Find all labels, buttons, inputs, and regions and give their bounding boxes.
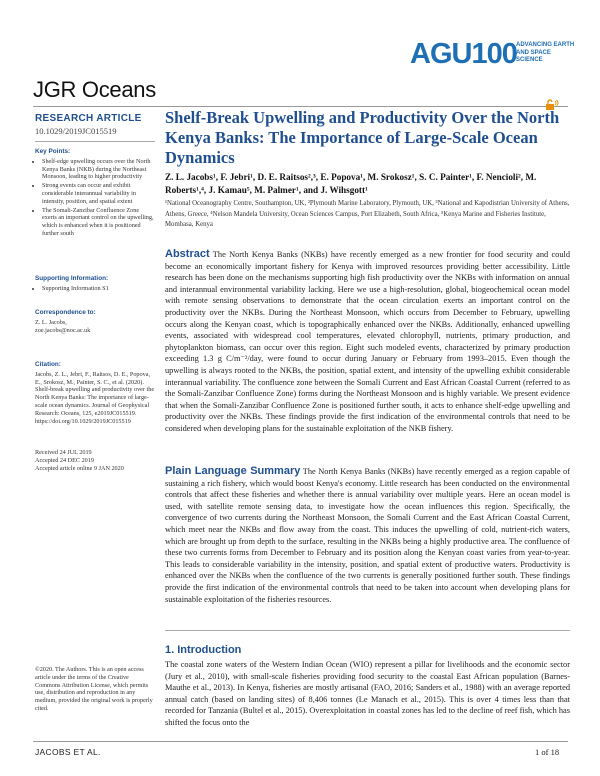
article-dates — [35, 449, 155, 472]
footer-rule — [33, 741, 568, 742]
supporting-link[interactable]: • Supporting Information S1 — [42, 285, 155, 293]
supporting-heading: Supporting Information: — [35, 275, 109, 282]
copyright-notice: ©2020. The Authors. This is an open access article under the terms of the Creative Commons Attribution License, which permits use, distribution and reproduction in any medium, provided the original work is properly cited. — [35, 666, 153, 712]
date-received: Received 24 JUL 2019 — [35, 449, 92, 456]
key-point: • Shelf-edge upwelling occurs over the North Kenya Banks (NKB) during the Northeast Monsoon, leading to higher productivity — [42, 158, 155, 181]
abstract-text: The North Kenya Banks (NKBs) have recently emerged as a new frontier for food security and could become an economically important fishery for Kenya with improved resources providing better accessibility. Little research has been done on the mechanisms supporting high fish productivity over the NKBs with information on annual and interannual environmental variability lacking. Here we use a high-resolution, global, biogeochemical ocean model with remote sensing observations to demonstrate that the ocean circulation exerts an important control on the productivity over the NKBs. During the Northeast Monsoon, which occurs from December to February, upwelling occurs along the Kenyan coast, which is topographically enhanced over the NKBs. Additionally, enhanced upwelling events, associated with widespread cool temperatures, elevated chlorophyll, nutrients, primary production, and phytoplankton biomass, can occur over this region. Eight such modeled events, characterized by primary production exceeding 1.3 g C/m⁻²/day, were found to occur during January or February from 1993–2015. Even though the upwelling is always rooted to the NKBs, the position, spatial extent, and intensity of the upwelling exhibit considerable interannual variability. The confluence zone between the Somali Current and East African Coastal Current (referred to as the Somali-Zanzibar Confluence Zone) forms during the Northeast Monsoon and is highly variable. We present evidence that when the Somali-Zanzibar Confluence Zone is positioned further south, it acts to enhance shelf-edge upwelling and productivity over the NKBs. These findings provide the first indication of the environmental controls that need to be considered when developing plans for the sustainable exploitation of the NKB fishery. — [165, 250, 571, 433]
date-online: Accepted article online 9 JAN 2020 — [35, 464, 124, 472]
intro-text: The coastal zone waters of the Western Indian Ocean (WIO) represent a pillar for livelihoods and the economic sector (Jury et al., 2010), with small-scale fisheries providing food security to the coastal East African population (Barnes-Mauthe et al., 2013). In Kenya, fisheries are mostly artisanal (FAO, 2016; Sanders et al., 1988) with an average reported annual catch (based on landing sites) of 8,406 tonnes (Le Manach et al., 2015). This is over 4 times less than that recorded for Tanzania (Bultel et al., 2015). Overexploitation in coastal zones has led to the decline of reef fish, which has shifted the focus onto the — [165, 660, 570, 727]
pls-heading: Plain Language Summary — [165, 465, 301, 477]
journal-name: JGR Oceans — [33, 77, 156, 102]
abstract — [165, 249, 570, 435]
correspondence-email[interactable]: zoe.jacobs@noc.ac.uk — [35, 326, 91, 334]
pls-text: The North Kenya Banks (NKBs) have recently emerged as a region capable of sustaining a rich fishery, which would boost Kenya's economy. Little research has been conducted on the environmental controls that affect these fisheries and whether there is annual variability over multiple years. Here an ocean model is used, with satellite remote sensing data, to investigate how the ocean influences this region. Specifically, the convergence of two currents during the Northeast Monsoon, the Somali Current and the East African Coastal Current, which meet near the NKBs and flow away from the coast. This induces the upwelling of cold, nutrient-rich waters, which are brought up from depth to the surface, resulting in the NKBs being a highly productive area. The confluence of these two currents forms from December to February and its position along the Kenyan coast varies from year-to-year. This leads to considerable variability in the intensity, position, and spatial extent of productive waters. Productivity is enhanced over the NKBs when the confluence of the two currents is generally positioned further south. These findings provide the first indication of the environmental controls that need to be taken into account when developing plans for sustainable exploitation of the fisheries resources. — [165, 467, 570, 604]
section-rule — [165, 630, 570, 631]
sidebar-rule — [35, 141, 155, 142]
citation-text: Jacobs, Z. L., Jebri, F., Raitsos, D. E., Popova, E., Srokosz, M., Painter, S. C., et al. (2020). Shelf-break upwelling and productivity over the North Kenya Banks: The importance of large-scale ocean dynamics. Journal of Geophysical Research: Oceans, 125, e2019JC015519. https://doi.org/10.1029/2019JC015519 — [35, 370, 155, 425]
correspondence-name: Z. L. Jacobs, — [35, 318, 67, 326]
key-points-heading: Key Points: — [35, 148, 71, 155]
citation-heading: Citation: — [35, 361, 61, 368]
header-rule — [33, 106, 568, 107]
affiliations: ¹National Oceanography Centre, Southampton, UK, ²Plymouth Marine Laboratory, Plymouth, UK, ³National and Kapodistrian University of Athens, Athens, Greece, ⁴Nelson Mandela University, Ocean Sciences Campus, Port Elizabeth, South Africa, ⁵Kenya Marine and Fisheries Institute, Mombasa, Kenya — [165, 200, 570, 228]
date-accepted: Accepted 24 DEC 2019 — [35, 456, 94, 464]
correspondence — [35, 309, 155, 334]
article-title: Shelf-Break Upwelling and Productivity Over the North Kenya Banks: The Importance of Large-Scale Ocean Dynamics — [165, 108, 560, 167]
key-point: • Strong events can occur and exhibit considerable interannual variability in intensity, position, and spatial extent — [42, 182, 155, 205]
supporting-information — [35, 275, 155, 294]
logo-tagline: ADVANCING EARTH AND SPACE SCIENCE — [516, 42, 575, 63]
page-number: 1 of 18 — [535, 747, 560, 757]
intro-heading: 1. Introduction — [165, 644, 242, 656]
intro-heading-wrap — [165, 640, 241, 658]
citation — [35, 361, 155, 425]
correspondence-heading: Correspondence to: — [35, 309, 96, 316]
logo-text: AGU100 — [410, 38, 517, 70]
key-point: • The Somali-Zanzibar Confluence Zone exerts an important control on the upwelling, which is enhanced when it is positioned further south — [42, 207, 155, 238]
footer-authors: JACOBS ET AL. — [35, 747, 101, 757]
article-type: RESEARCH ARTICLE — [35, 113, 142, 124]
article-doi: 10.1029/2019JC015519 — [35, 126, 117, 136]
author-list: Z. L. Jacobs¹, F. Jebri¹, D. E. Raitsos²,³, E. Popova¹, M. Srokosz¹, S. C. Painter¹, F. Nencioli², M. Roberts¹,⁴, J. Kamau⁵, M. Palmer¹, and J. Wihsgott¹ — [165, 172, 537, 195]
abstract-heading: Abstract — [165, 248, 210, 260]
key-points — [35, 148, 155, 239]
agu100-logo — [410, 37, 575, 71]
plain-language-summary — [165, 466, 570, 605]
